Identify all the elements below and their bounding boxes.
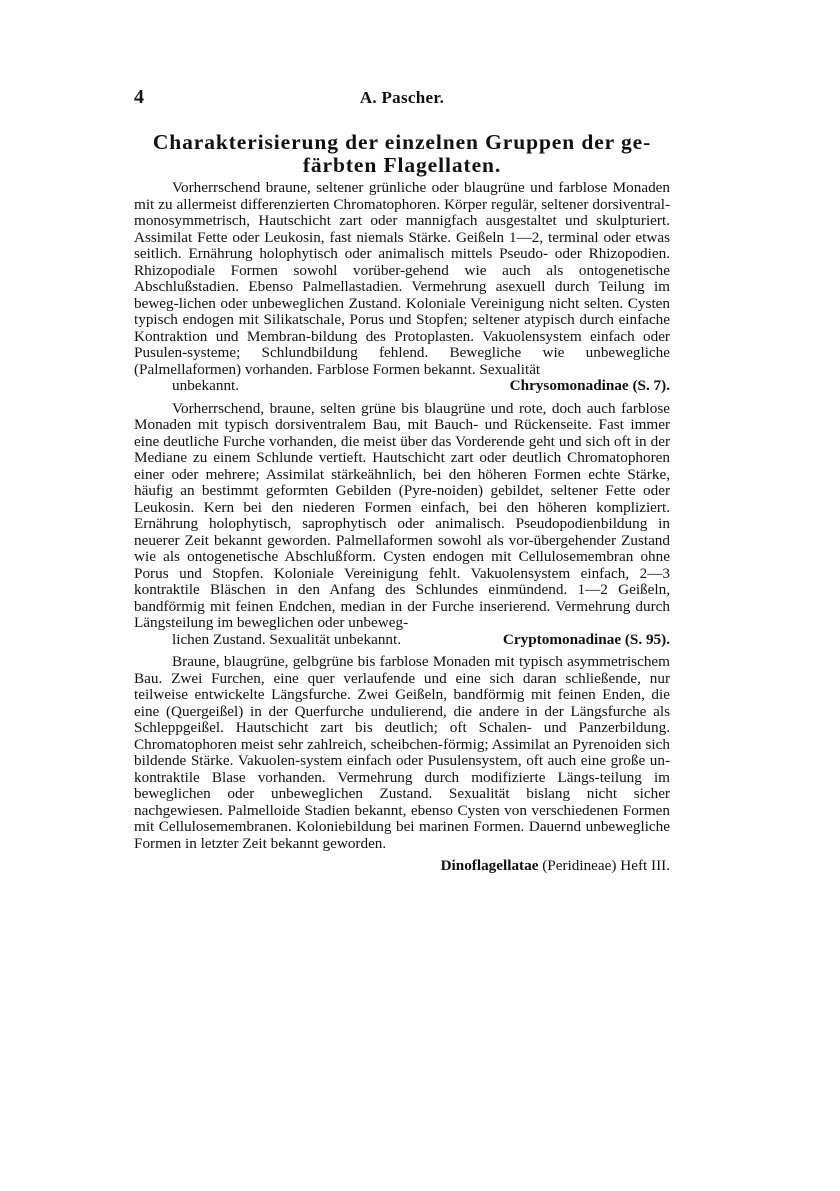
- group-reference-name: Dinoflagellatae: [440, 857, 539, 874]
- group-reference-detail: (Peridineae) Heft III.: [542, 857, 670, 874]
- group-reference: [134, 858, 670, 875]
- section-title: Charakterisierung der einzelnen Gruppen der ge-färbten Flagellaten.: [152, 130, 652, 177]
- paragraph-cryptomonadinae: [134, 401, 670, 649]
- running-head: A. Pascher.: [359, 88, 445, 107]
- paragraph-last-line: [134, 632, 670, 649]
- group-reference: Chrysomonadinae (S. 7).: [509, 377, 670, 394]
- body-text: [134, 180, 670, 875]
- paragraph-text: Vorherrschend braune, seltener grünliche oder blaugrüne und farblose Monaden mit zu allermeist differenzierten Chromatophoren. Körper regulär, seltener dorsiventral-monosymmetrisch, Hautschicht zart oder mannigfach ausgestaltet und skulpturiert. Assimilat Fette oder Leukosin, fast niemals Stärke. Geißeln 1—2, terminal oder etwas seitlich. Ernährung holophytisch oder animalisch mittels Pseudo- oder Rhizopodien. Rhizopodiale Formen sowohl vorüber-gehend wie auch als ontogenetische Abschlußstadien. Ebenso Palmellastadien. Vermehrung asexuell durch Teilung im beweg-lichen oder unbeweglichen Zustand. Koloniale Vereinigung nicht selten. Cysten typisch endogen mit Silikatschale, Porus und Stopfen; seltener atypisch durch einfache Kontraktion und Membran-bildung des Protoplasten. Vakuolensystem einfach oder Pusulen-systeme; Schlundbildung fehlend. Bewegliche wie unbewegliche (Palmellaformen) vorhanden. Farblose Formen bekannt. Sexualität: [134, 179, 670, 378]
- last-line-text: unbekannt.: [172, 377, 240, 394]
- page-number: 4: [134, 86, 144, 108]
- last-line-text: lichen Zustand. Sexualität unbekannt.: [172, 630, 402, 648]
- paragraph-chrysomonadinae: [134, 180, 670, 395]
- page-header: [134, 86, 670, 110]
- paragraph-text: Vorherrschend, braune, selten grüne bis blaugrüne und rote, doch auch farblose Monaden mit typisch dorsiventralem Bau, mit Bauch- und Rückenseite. Fast immer eine deutliche Furche vorhanden, die meist über das Vorderende geht und sich oft in der Mediane zu einem Schlunde vertieft. Hautschicht zart oder deutlich Chromatophoren einer oder mehrere; Assimilat stärkeähnlich, bei den höheren Formen echte Stärke, häufig an bestimmt geformten Gebilden (Pyre-noiden) gebildet, seltener Fette oder Leukosin. Kern bei den niederen Formen einfach, bei den höheren kompliziert. Ernährung holophytisch, saprophytisch oder animalisch. Pseudopodienbildung in neuerer Zeit bekannt geworden. Palmellaformen sowohl als vor-übergehender Zustand wie als ontogenetische Abschlußform. Cysten endogen mit Cellulosemembran ohne Porus und Stopfen. Koloniale Vereinigung fehlt. Vakuolensystem einfach, 2—3 kontraktile Bläschen in den Anfang des Schlundes einmündend. 1—2 Geißeln, bandförmig mit feinen Endchen, median in der Furche inserierend. Vermehrung durch Längsteilung im beweglichen oder unbeweg-: [134, 399, 670, 631]
- group-reference: Cryptomonadinae (S. 95).: [502, 630, 670, 648]
- paragraph-text: Braune, blaugrüne, gelbgrüne bis farblose Monaden mit typisch asymmetrischem Bau. Zwei Furchen, eine quer verlaufende und eine sich daran schließende, nur teilweise entwickelte Längsfurche. Zwei Geißeln, bandförmig mit feinen Enden, die eine (Quergeißel) in der Querfurche undulierend, die andere in der Längsfurche als Schleppgeißel. Hautschicht zart bis deutlich; oft Schalen- und Panzerbildung. Chromatophoren meist sehr zahlreich, scheibchen-förmig; Assimilat an Pyrenoiden sich bildende Stärke. Vakuolen-system einfach oder Pusulensystem, oft auch eine große un-kontraktile Blase vorhanden. Vermehrung durch modifizierte Längs-teilung im beweglichen oder unbeweglichen Zustand. Sexualität bislang nicht sicher nachgewiesen. Palmelloide Stadien bekannt, ebenso Cysten von verschiedenen Formen mit Cellulosemembranen. Koloniebildung bei marinen Formen. Dauernd unbewegliche Formen in letzter Zeit bekannt geworden.: [134, 653, 670, 852]
- paragraph-dinoflagellatae: [134, 654, 670, 852]
- paragraph-last-line: [134, 378, 670, 395]
